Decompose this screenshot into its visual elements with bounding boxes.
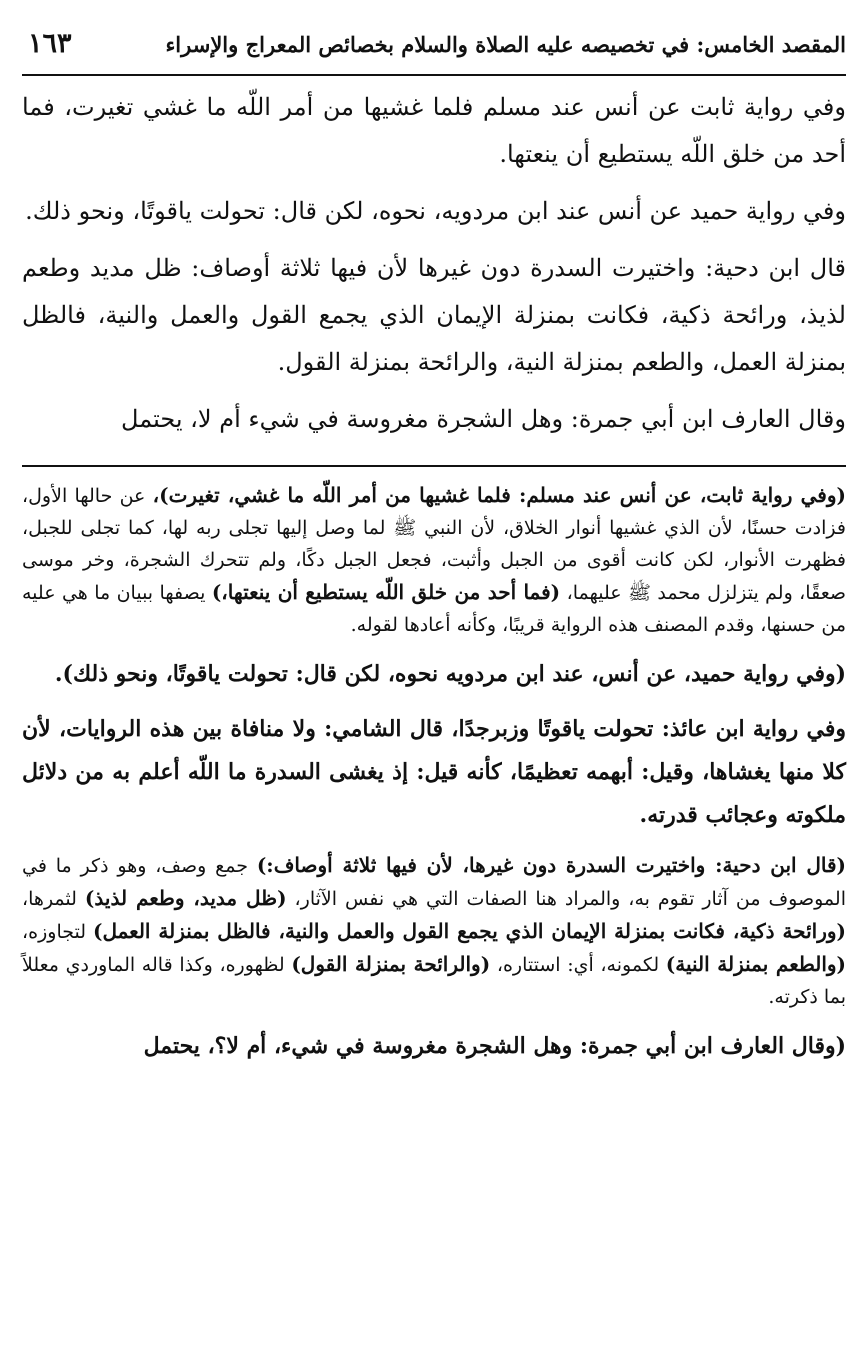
commentary-text: جمع وصف، وهو ذكر ما في الموصوف من آثار تقوم به، والمراد هنا الصفات التي هي نفس الآثار،	[22, 855, 846, 910]
commentary-text: لظهوره، وكذا قاله الماوردي معللاً بما ذكرته.	[22, 954, 846, 1008]
quoted-text: (وفي رواية ثابت، عن أنس عند مسلم: فلما غشيها من أمر اللّه ما غشي، تغيرت)،	[152, 483, 846, 507]
commentary	[22, 479, 846, 1068]
text-divider	[22, 465, 846, 467]
quoted-text: (فما أحد من خلق اللّه يستطيع أن ينعتها،)	[211, 580, 561, 604]
page-number: ١٦٣	[28, 28, 72, 59]
quoted-text: (والرائحة بمنزلة القول)	[291, 952, 491, 976]
main-paragraph: وقال العارف ابن أبي جمرة: وهل الشجرة مغروسة في شيء أم لا، يحتمل	[121, 405, 846, 433]
commentary-text: لثمرها،	[22, 888, 77, 910]
commentary-text: لكمونه، أي: استتاره،	[496, 954, 660, 976]
commentary-text: لتجاوزه،	[22, 921, 87, 943]
running-header	[22, 26, 846, 76]
commentary-paragraph	[22, 849, 846, 1013]
main-text	[22, 84, 846, 443]
header-title: المقصد الخامس: في تخصيصه عليه الصلاة والسلام بخصائص المعراج والإسراء	[165, 32, 846, 57]
commentary-paragraph: (وقال العارف ابن أبي جمرة: وهل الشجرة مغروسة في شيء، أم لا؟، يحتمل	[143, 1033, 846, 1059]
main-paragraph: وفي رواية ثابت عن أنس عند مسلم فلما غشيها من أمر اللّه ما غشي تغيرت، فما أحد من خلق اللّه يستطيع أن ينعتها.	[22, 93, 846, 168]
quoted-text: (ورائحة ذكية، فكانت بمنزلة الإيمان الذي يجمع القول والعمل والنية، فالظل بمنزلة العمل)	[93, 919, 846, 943]
quoted-text: (والطعم بمنزلة النية)	[665, 952, 847, 976]
commentary-paragraph: وفي رواية ابن عائذ: تحولت ياقوتًا وزبرجدًا، قال الشامي: ولا منافاة بين هذه الروايات، لأن كلا منها يغشاها، وقيل: أبهمه تعظيمًا، كأنه قيل: إذ يغشى السدرة ما اللّه أعلم به من دلائل ملكوته وعجائب قدرته.	[22, 716, 846, 828]
main-paragraph: قال ابن دحية: واختيرت السدرة دون غيرها لأن فيها ثلاثة أوصاف: ظل مديد وطعم لذيذ، ورائحة ذكية، فكانت بمنزلة الإيمان الذي يجمع القول والعمل والنية، فالظل بمنزلة العمل، والطعم بمنزلة النية، والرائحة بمنزلة القول.	[22, 254, 846, 376]
main-paragraph: وفي رواية حميد عن أنس عند ابن مردويه، نحوه، لكن قال: تحولت ياقوتًا، ونحو ذلك.	[25, 197, 846, 225]
quoted-text: (ظل مديد، وطعم لذيذ)	[84, 886, 287, 910]
commentary-text: يصفها ببيان ما هي عليه من حسنها، وقدم المصنف هذه الرواية قريبًا، وكأنه أعادها لقوله.	[22, 582, 846, 636]
commentary-text: عن حالها الأول، فزادت حسنًا، لأن الذي غشيها أنوار الخلاق، لأن النبي ﷺ لما وصل إليها تجلى ربه لها، كما تجلى للجبل، فظهرت الأنوار، لكن كانت أقوى من الجبل وأثبت، فجعل الجبل دكًا، ولم تتحرك الشجرة، وخر موسى صعقًا، ولم يتزلزل محمد ﷺ عليهما،	[22, 485, 846, 604]
commentary-paragraph	[22, 479, 846, 641]
quoted-text: (قال ابن دحية: واختيرت السدرة دون غيرها، لأن فيها ثلاثة أوصاف:)	[256, 853, 846, 877]
commentary-paragraph: (وفي رواية حميد، عن أنس، عند ابن مردويه نحوه، لكن قال: تحولت ياقوتًا، ونحو ذلك).	[54, 661, 846, 687]
book-page	[22, 26, 846, 1080]
